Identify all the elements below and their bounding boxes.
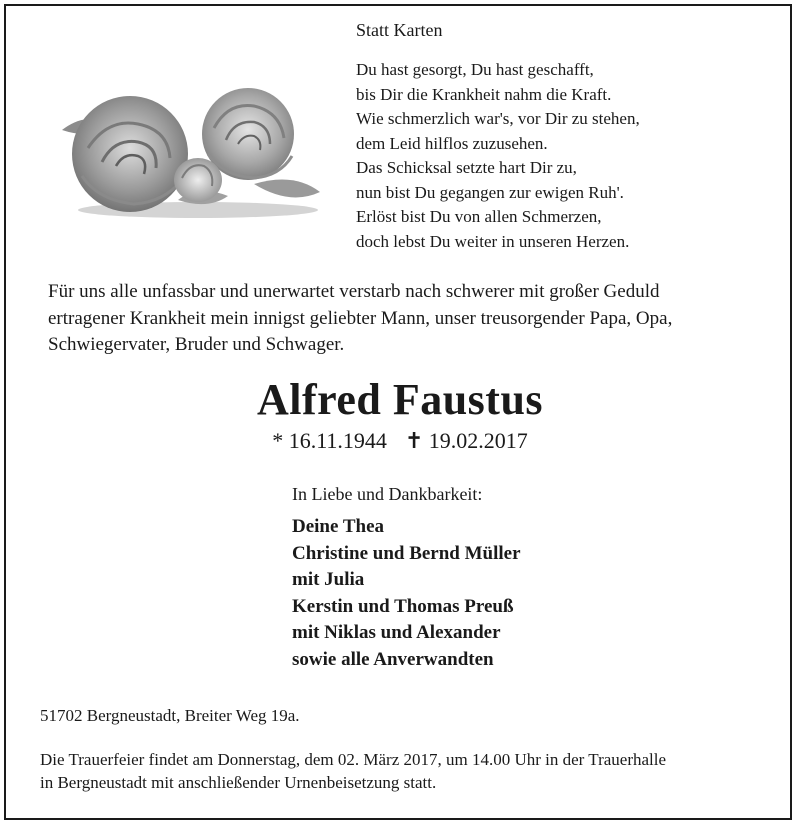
poem-line: doch lebst Du weiter in unseren Herzen. <box>356 231 630 251</box>
poem-line: Das Schicksal setzte hart Dir zu, <box>356 158 577 177</box>
intro-line: Schwiegervater, Bruder und Schwager. <box>48 334 345 355</box>
roses-image <box>58 88 324 220</box>
poem-line: nun bist Du gegangen zur ewigen Ruh'. <box>356 182 624 202</box>
poem-line: dem Leid hilflos zuzusehen. <box>356 133 548 153</box>
poem-line: Wie schmerzlich war's, vor Dir zu stehen, <box>356 109 640 128</box>
family-list <box>292 514 521 673</box>
death-date: ✝ 19.02.2017 <box>404 428 528 453</box>
intro-line: ertragener Krankheit mein innigst geliebter Mann, unser treusorgender Papa, Opa, <box>48 307 673 329</box>
family-member: mit Julia <box>292 569 365 590</box>
funeral-line: in Bergneustadt mit anschließender Urnenbeisetzung statt. <box>40 772 437 792</box>
life-dates <box>0 428 800 454</box>
family-member: sowie alle Anverwandten <box>292 648 494 670</box>
poem-line: Du hast gesorgt, Du hast geschafft, <box>356 60 594 79</box>
poem <box>356 58 640 254</box>
poem-line: Erlöst bist Du von allen Schmerzen, <box>356 207 602 226</box>
notice-heading: Statt Karten <box>356 20 443 40</box>
poem-line: bis Dir die Krankheit nahm die Kraft. <box>356 84 612 104</box>
address: 51702 Bergneustadt, Breiter Weg 19a. <box>40 706 300 725</box>
family-member: mit Niklas und Alexander <box>292 622 501 643</box>
intro-line: Für uns alle unfassbar und unerwartet verstarb nach schwerer mit großer Geduld <box>48 281 660 302</box>
intro-text <box>48 279 672 359</box>
family-member: Deine Thea <box>292 516 385 537</box>
funeral-info <box>40 749 666 794</box>
birth-date: * 16.11.1944 <box>272 428 387 453</box>
family-member: Kerstin und Thomas Preuß <box>292 595 514 617</box>
family-member: Christine und Bernd Müller <box>292 542 521 564</box>
deceased-name: Alfred Faustus <box>256 375 544 424</box>
funeral-line: Die Trauerfeier findet am Donnerstag, dem 02. März 2017, um 14.00 Uhr in der Trauerhalle <box>40 750 667 769</box>
thanks-line: In Liebe und Dankbarkeit: <box>292 484 483 504</box>
